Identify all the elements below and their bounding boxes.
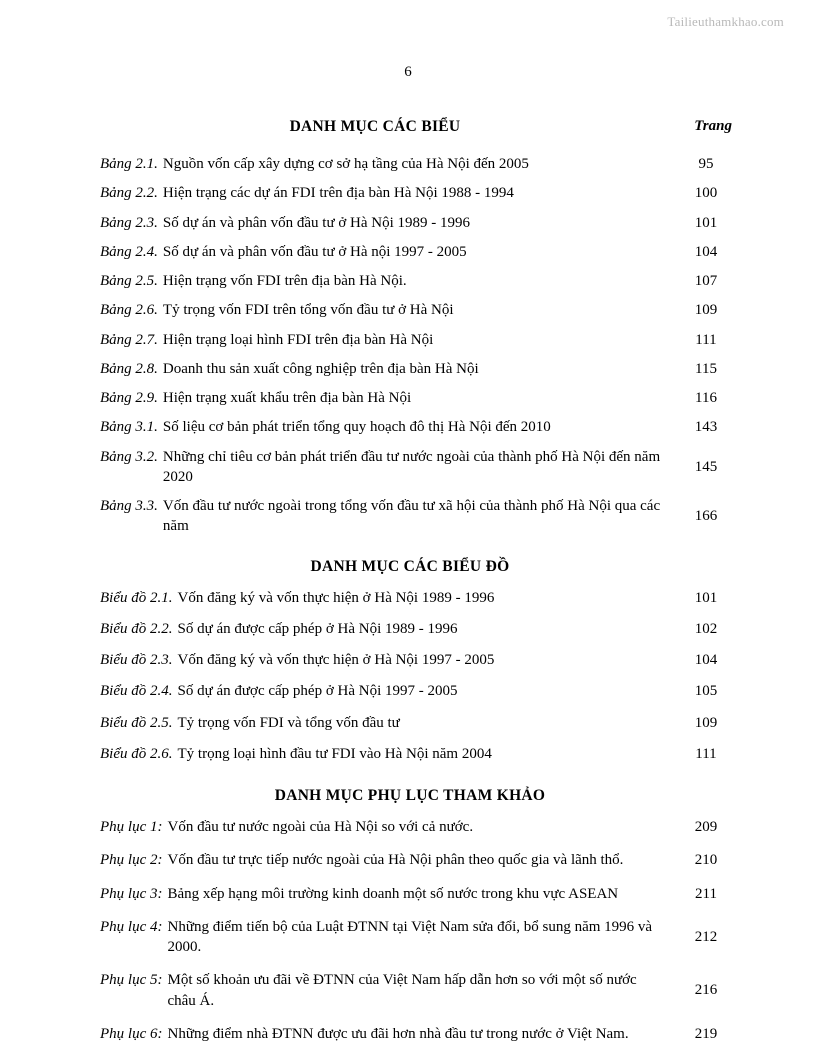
entry-title: Hiện trạng các dự án FDI trên địa bàn Hà Nội 1988 - 1994 [162, 185, 514, 202]
list-item [86, 588, 734, 608]
entry-title: Vốn đăng ký và vốn thực hiện ở Hà Nội 1989 - 1996 [177, 589, 495, 606]
list-item [86, 359, 734, 379]
entry-label: Bảng 3.2. [100, 448, 158, 465]
list-item [86, 681, 734, 701]
entry-title: Vốn đầu tư trực tiếp nước ngoài của Hà Nội phân theo quốc gia và lãnh thổ. [167, 852, 624, 869]
entry-title: Vốn đăng ký và vốn thực hiện ở Hà Nội 1997 - 2005 [177, 652, 495, 668]
entry-label: Biểu đồ 2.4. [100, 683, 173, 700]
watermark-text: Tailieuthamkhao.com [667, 14, 784, 29]
entry-title: Tỷ trọng vốn FDI và tổng vốn đầu tư [177, 714, 400, 731]
entry-page: 102 [694, 620, 718, 637]
page-column-label: Trang [694, 118, 732, 134]
entry-label: Bảng 2.5. [100, 273, 158, 289]
list-item [86, 388, 734, 408]
entry-title: Hiện trạng vốn FDI trên địa bàn Hà Nội. [162, 273, 407, 289]
entry-label: Bảng 3.1. [100, 419, 158, 436]
entry-page: 216 [694, 982, 718, 999]
entry-label: Bảng 2.1. [100, 156, 158, 172]
table-entry-list [86, 154, 734, 537]
entry-label: Biểu đồ 2.2. [100, 620, 173, 637]
list-item [86, 213, 734, 233]
entry-page: 145 [694, 458, 718, 475]
entry-title: Số liệu cơ bản phát triển tổng quy hoạch đô thị Hà Nội đến 2010 [162, 419, 551, 436]
entry-title: Số dự án và phân vốn đầu tư ở Hà nội 1997 - 2005 [162, 243, 467, 260]
entry-page: 111 [695, 745, 717, 762]
entry-title: Số dự án và phân vốn đầu tư ở Hà Nội 1989 - 1996 [162, 214, 470, 231]
entry-label: Bảng 2.8. [100, 360, 158, 377]
entry-page: 109 [694, 714, 718, 731]
entry-title: Số dự án được cấp phép ở Hà Nội 1997 - 2005 [177, 683, 458, 700]
entry-label: Phụ lục 2: [100, 852, 163, 869]
list-item [86, 744, 734, 764]
list-item [86, 447, 734, 488]
entry-title: Hiện trạng xuất khẩu trên địa bàn Hà Nội [162, 390, 412, 406]
entry-page: 109 [694, 302, 718, 319]
entry-page: 104 [694, 652, 718, 668]
entry-page: 101 [694, 214, 718, 231]
list-of-contents [86, 118, 734, 1057]
entry-page: 115 [695, 360, 717, 377]
entry-label: Biểu đồ 2.6. [100, 745, 173, 762]
list-item [86, 850, 734, 870]
list-item [86, 650, 734, 670]
entry-page: 212 [694, 928, 718, 945]
entry-title: Những điểm tiến bộ của Luật ĐTNN tại Việt Nam sửa đổi, bổ sung năm 1996 và 2000. [167, 918, 653, 955]
entry-title: Những chỉ tiêu cơ bản phát triển đầu tư nước ngoài của thành phố Hà Nội đến năm 2020 [162, 448, 661, 485]
entry-title: Bảng xếp hạng môi trường kinh doanh một số nước trong khu vực ASEAN [167, 885, 619, 902]
entry-label: Phụ lục 4: [100, 918, 163, 935]
list-item [86, 330, 734, 350]
entry-page: 105 [694, 683, 718, 700]
list-item [86, 183, 734, 203]
entry-title: Hiện trạng loại hình FDI trên địa bàn Hà Nội [162, 331, 434, 348]
entry-page: 143 [694, 419, 718, 436]
list-item [86, 242, 734, 262]
entry-title: Vốn đầu tư nước ngoài trong tổng vốn đầu tư xã hội của thành phố Hà Nội qua các năm [162, 498, 661, 535]
list-item [86, 271, 734, 291]
entry-page: 95 [698, 156, 714, 172]
entry-label: Phụ lục 6: [100, 1025, 163, 1042]
entry-title: Số dự án được cấp phép ở Hà Nội 1989 - 1996 [177, 620, 458, 637]
section-title-tables: DANH MỤC CÁC BIỂU [289, 118, 461, 135]
list-item [86, 619, 734, 639]
list-item [86, 917, 734, 958]
entry-title: Tỷ trọng vốn FDI trên tổng vốn đầu tư ở Hà Nội [162, 302, 454, 319]
entry-label: Biểu đồ 2.1. [100, 589, 173, 606]
entry-label: Phụ lục 3: [100, 885, 163, 902]
list-item [86, 970, 734, 1011]
section-title-charts: DANH MỤC CÁC BIỂU ĐỒ [310, 557, 510, 575]
entry-label: Phụ lục 1: [100, 819, 163, 835]
section-header-tables [86, 118, 734, 140]
entry-page: 166 [694, 508, 718, 525]
entry-page: 104 [694, 243, 718, 260]
entry-label: Bảng 2.7. [100, 331, 158, 348]
entry-title: Nguồn vốn cấp xây dựng cơ sở hạ tầng của Hà Nội đến 2005 [162, 156, 529, 172]
list-item [86, 417, 734, 437]
entry-label: Bảng 2.2. [100, 185, 158, 202]
list-item [86, 817, 734, 837]
list-item [86, 713, 734, 733]
entry-page: 101 [694, 589, 718, 606]
entry-label: Phụ lục 5: [100, 972, 163, 989]
entry-page: 107 [694, 273, 718, 289]
entry-page: 209 [694, 819, 718, 835]
list-item [86, 1024, 734, 1044]
list-item [86, 300, 734, 320]
entry-label: Bảng 2.3. [100, 214, 158, 231]
entry-page: 116 [695, 390, 717, 406]
entry-label: Bảng 2.4. [100, 243, 158, 260]
entry-label: Biểu đồ 2.3. [100, 652, 173, 668]
entry-title: Những điểm nhà ĐTNN được ưu đãi hơn nhà đầu tư trong nước ở Việt Nam. [167, 1025, 629, 1042]
entry-page: 211 [695, 885, 717, 902]
list-item [86, 884, 734, 904]
section-title-appendices: DANH MỤC PHỤ LỤC THAM KHẢO [274, 787, 546, 804]
list-item [86, 154, 734, 174]
entry-title: Doanh thu sản xuất công nghiệp trên địa bàn Hà Nội [162, 360, 479, 377]
entry-page: 210 [694, 852, 718, 869]
entry-title: Vốn đầu tư nước ngoài của Hà Nội so với cả nước. [167, 819, 474, 835]
list-item [86, 496, 734, 537]
entry-label: Bảng 3.3. [100, 498, 158, 514]
entry-page: 111 [695, 331, 717, 348]
entry-title: Một số khoản ưu đãi về ĐTNN của Việt Nam hấp dẫn hơn so với một số nước châu Á. [167, 972, 637, 1009]
entry-label: Bảng 2.9. [100, 390, 158, 406]
appendix-entry-list [86, 817, 734, 1044]
entry-title: Tỷ trọng loại hình đầu tư FDI vào Hà Nội năm 2004 [177, 745, 492, 762]
entry-page: 100 [694, 185, 718, 202]
page-number: 6 [404, 64, 412, 80]
entry-label: Biểu đồ 2.5. [100, 714, 173, 731]
chart-entry-list [86, 588, 734, 765]
entry-page: 219 [694, 1025, 718, 1042]
entry-label: Bảng 2.6. [100, 302, 158, 319]
